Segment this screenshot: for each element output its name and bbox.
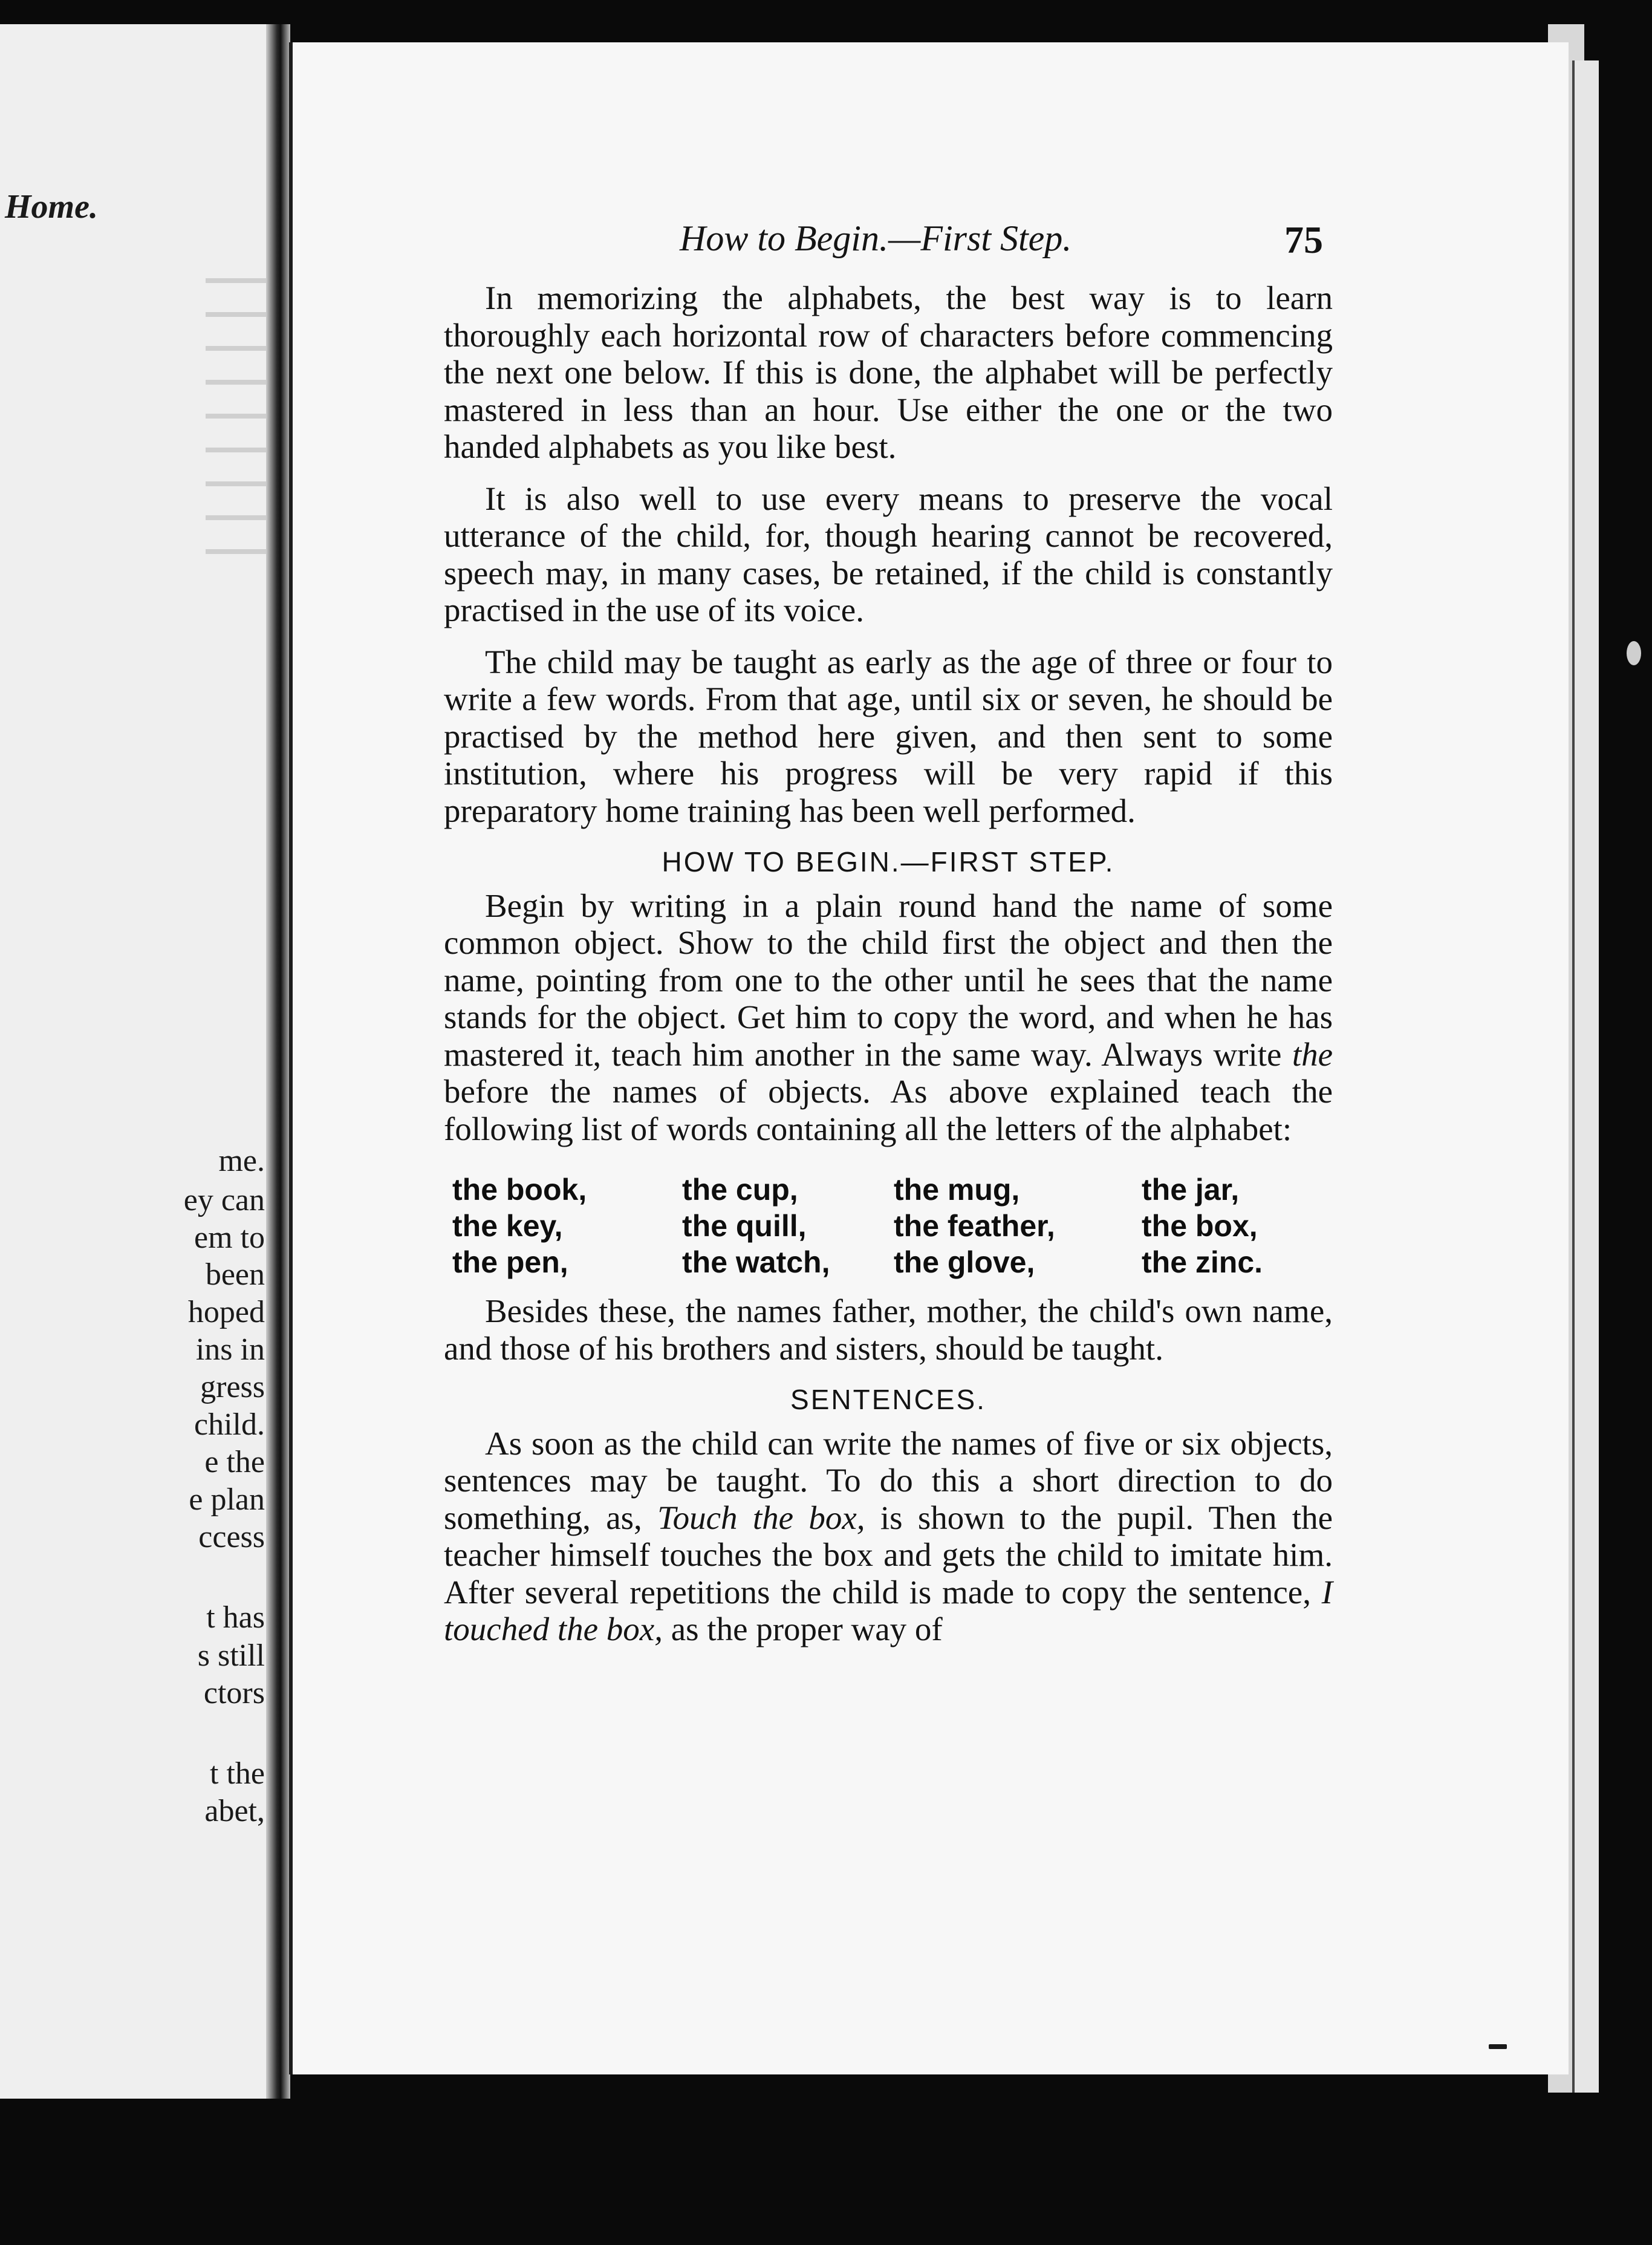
left-facing-page (0, 24, 278, 2099)
paragraph-besides: Besides these, the names father, mother, the child's own name, and those of his brothers and sisters, should be taught. (444, 1292, 1333, 1367)
left-page-fragment: me. (218, 1144, 265, 1178)
left-page-fragment: s still (197, 1638, 265, 1673)
paragraph-early-teaching: The child may be taught as early as the age of three or four to write a few words. From that age, until six or seven, he should be practised by the method here given, and then sent to some institution, where his progress will be very rapid if this preparatory home training has been well performed. (444, 643, 1333, 829)
heading-first-step: HOW TO BEGIN.—FIRST STEP. (662, 846, 1115, 878)
left-page-fragment: been (205, 1257, 265, 1292)
first-step-text: Begin by writing in a plain round hand the name of some common object. Show to the child first the object and then the name, pointing from one to the other until he sees that the name stands for the object. Get him to copy the word, and when he has mastered it, teach him another in the same way. Always write (444, 887, 1333, 1073)
paragraph-memorizing: In memorizing the alphabets, the best way is to learn thoroughly each horizontal row of characters before commencing the next one below. If this is done, the alphabet will be perfectly mastered in less than an hour. Use either the one or the two handed alphabets as you like best. (444, 279, 1333, 465)
word-list-item: the glove, (894, 1245, 1035, 1279)
left-page-fragment: gress (200, 1370, 265, 1404)
word-list-item: the book, (452, 1173, 587, 1207)
word-list-item: the key, (452, 1209, 563, 1243)
left-page-fragment: e plan (189, 1482, 265, 1517)
right-page (289, 42, 1569, 2074)
left-page-running-head: Home. (5, 188, 98, 226)
word-list-item: the jar, (1142, 1173, 1240, 1207)
book-gutter (266, 24, 290, 2099)
first-step-text-after: before the names of objects. As above explained teach the following list of words containing all the letters of the alphabet: (444, 1073, 1333, 1147)
running-head: How to Begin.—First Step. (680, 218, 1072, 258)
word-list-item: the cup, (682, 1173, 798, 1207)
left-page-fragment: abet, (204, 1794, 265, 1828)
left-page-fragment: e the (204, 1445, 265, 1479)
sentences-text-1: As soon as the child can write the names of five or six objects, sentences may be taught. To do this a short direction to do something, as, (444, 1424, 1333, 1536)
word-list-item: the feather, (894, 1209, 1055, 1243)
sentences-text-2: is shown to the pupil. Then the teacher himself touches the box and gets the child to imitate him. After several repetitions the child is made to copy the sentence, (444, 1499, 1333, 1611)
sentences-emphasis-1: Touch the box, (657, 1499, 865, 1536)
word-list-item: the pen, (452, 1245, 568, 1279)
scan-speck (1627, 641, 1641, 665)
word-list-item: the quill, (682, 1209, 807, 1243)
word-list-item: the box, (1142, 1209, 1258, 1243)
heading-sentences: SENTENCES. (790, 1384, 986, 1415)
sentences-emphasis-2: I touched the box, (444, 1573, 1333, 1647)
left-page-fragment: t has (206, 1600, 265, 1635)
paragraph-vocal-utterance: It is also well to use every means to preserve the vocal utterance of the child, for, though hearing cannot be recovered, speech may, in many cases, be retained, if the child is constantly practised in the use of its voice. (444, 480, 1333, 628)
left-page-fragment: ccess (198, 1520, 265, 1554)
left-page-fragment: ins in (195, 1332, 265, 1367)
page-body (444, 279, 1333, 1663)
scan-speck (1489, 2044, 1507, 2049)
page-stack-edge-inner (1572, 60, 1599, 2093)
left-page-fragment: hoped (187, 1295, 265, 1329)
word-list-item: the watch, (682, 1245, 830, 1279)
left-page-fragment: ctors (203, 1676, 265, 1710)
word-list (452, 1171, 1333, 1280)
left-page-fragment: em to (194, 1220, 265, 1255)
page-number: 75 (1284, 218, 1323, 261)
first-step-emphasis: the (1292, 1035, 1333, 1073)
word-list-item: the zinc. (1142, 1245, 1263, 1279)
paragraph-first-step (444, 887, 1333, 1148)
word-list-item: the mug, (894, 1173, 1020, 1207)
left-page-fragment: t the (210, 1756, 265, 1791)
sentences-text-3: as the proper way of (671, 1611, 943, 1647)
left-page-fragment: ey can (183, 1183, 265, 1217)
paragraph-sentences (444, 1425, 1333, 1648)
left-page-fragment: child. (194, 1407, 265, 1442)
